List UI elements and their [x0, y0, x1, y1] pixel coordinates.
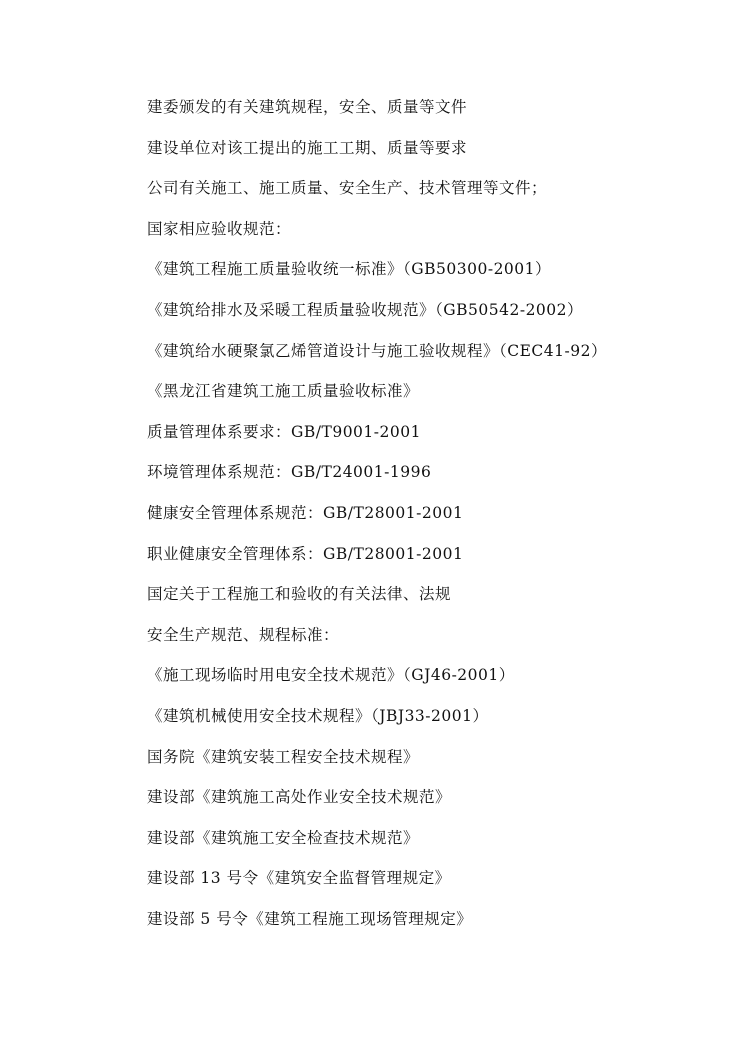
- document-line: 安全生产规范、规程标准：: [147, 625, 340, 644]
- document-line: 《建筑给水硬聚氯乙烯管道设计与施工验收规程》（CEC41-92）: [147, 341, 607, 360]
- document-line: 《建筑给排水及采暖工程质量验收规范》（GB50542-2002）: [147, 300, 584, 319]
- document-line: 《施工现场临时用电安全技术规范》（GJ46-2001）: [147, 666, 515, 685]
- document-line: 国务院《建筑安装工程安全技术规程》: [147, 747, 420, 766]
- document-line: 建设部《建筑施工安全检查技术规范》: [147, 828, 420, 847]
- document-line: 质量管理体系要求：GB/T9001-2001: [147, 422, 421, 441]
- document-line: 国定关于工程施工和验收的有关法律、法规: [147, 585, 452, 604]
- document-line: 国家相应验收规范：: [147, 219, 292, 238]
- document-line: 建委颁发的有关建筑规程，安全、质量等文件: [147, 98, 468, 116]
- document-line: 建设部 5 号令《建筑工程施工现场管理规定》: [147, 909, 473, 928]
- document-line: 公司有关施工、施工质量、安全生产、技术管理等文件；: [147, 179, 548, 198]
- document-line: 环境管理体系规范：GB/T24001-1996: [147, 463, 432, 482]
- document-line: 《黑龙江省建筑工施工质量验收标准》: [147, 382, 420, 401]
- document-line: 《建筑机械使用安全技术规程》（JBJ33-2001）: [147, 706, 489, 725]
- document-line: 建设部《建筑施工高处作业安全技术规范》: [147, 788, 452, 807]
- document-line: 建设单位对该工提出的施工工期、质量等要求: [147, 138, 468, 157]
- document-line: 职业健康安全管理体系：GB/T28001-2001: [147, 544, 464, 563]
- document-line: 健康安全管理体系规范：GB/T28001-2001: [147, 503, 464, 522]
- document-line: 建设部 13 号令《建筑安全监督管理规定》: [147, 869, 451, 888]
- document-line: 《建筑工程施工质量验收统一标准》（GB50300-2001）: [147, 260, 552, 279]
- document-body: [147, 94, 707, 946]
